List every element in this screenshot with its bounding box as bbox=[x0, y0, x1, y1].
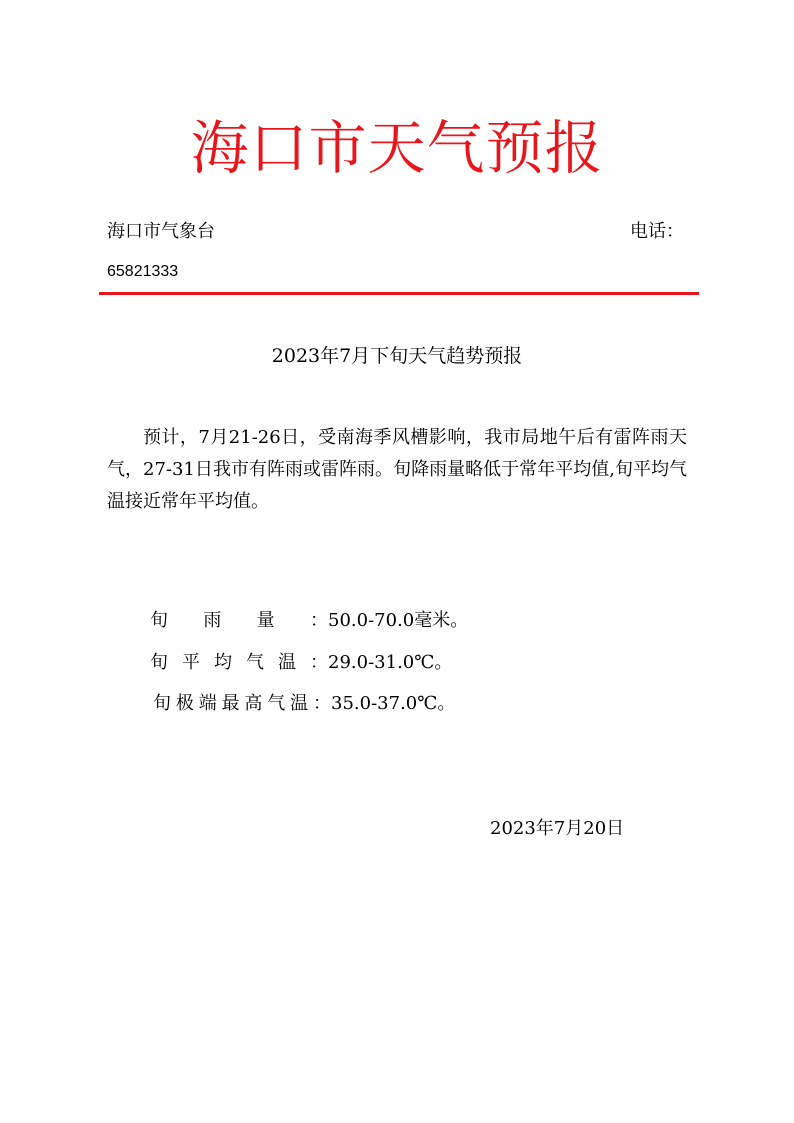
stat-label: 旬平均气温： bbox=[150, 652, 328, 673]
stat-label: 旬极端最高气温： bbox=[153, 693, 331, 714]
stat-value: 50.0-70.0毫米。 bbox=[328, 610, 469, 631]
stat-label: 旬雨量： bbox=[150, 610, 328, 631]
phone-label: 电话： bbox=[630, 221, 684, 242]
phone-number: 65821333 bbox=[107, 263, 179, 280]
forecast-paragraph: 预计，7月21-26日，受南海季风槽影响，我市局地午后有雷阵雨天气，27-31日我市有阵雨或雷阵雨。旬降雨量略低于常年平均值,旬平均气温接近常年平均值。 bbox=[107, 427, 687, 512]
issue-date: 2023年7月20日 bbox=[490, 818, 625, 839]
stat-row-max-temperature bbox=[153, 691, 455, 717]
stat-value: 35.0-37.0℃。 bbox=[331, 693, 456, 714]
masthead-title: 海口市天气预报 bbox=[190, 114, 604, 182]
document-title: 2023年7月下旬天气趋势预报 bbox=[271, 345, 523, 367]
red-divider bbox=[99, 292, 699, 295]
stat-row-mean-temperature bbox=[150, 650, 452, 676]
issuer-name: 海口市气象台 bbox=[107, 221, 215, 242]
stat-value: 29.0-31.0℃。 bbox=[328, 652, 453, 673]
stat-row-rainfall bbox=[150, 608, 468, 634]
